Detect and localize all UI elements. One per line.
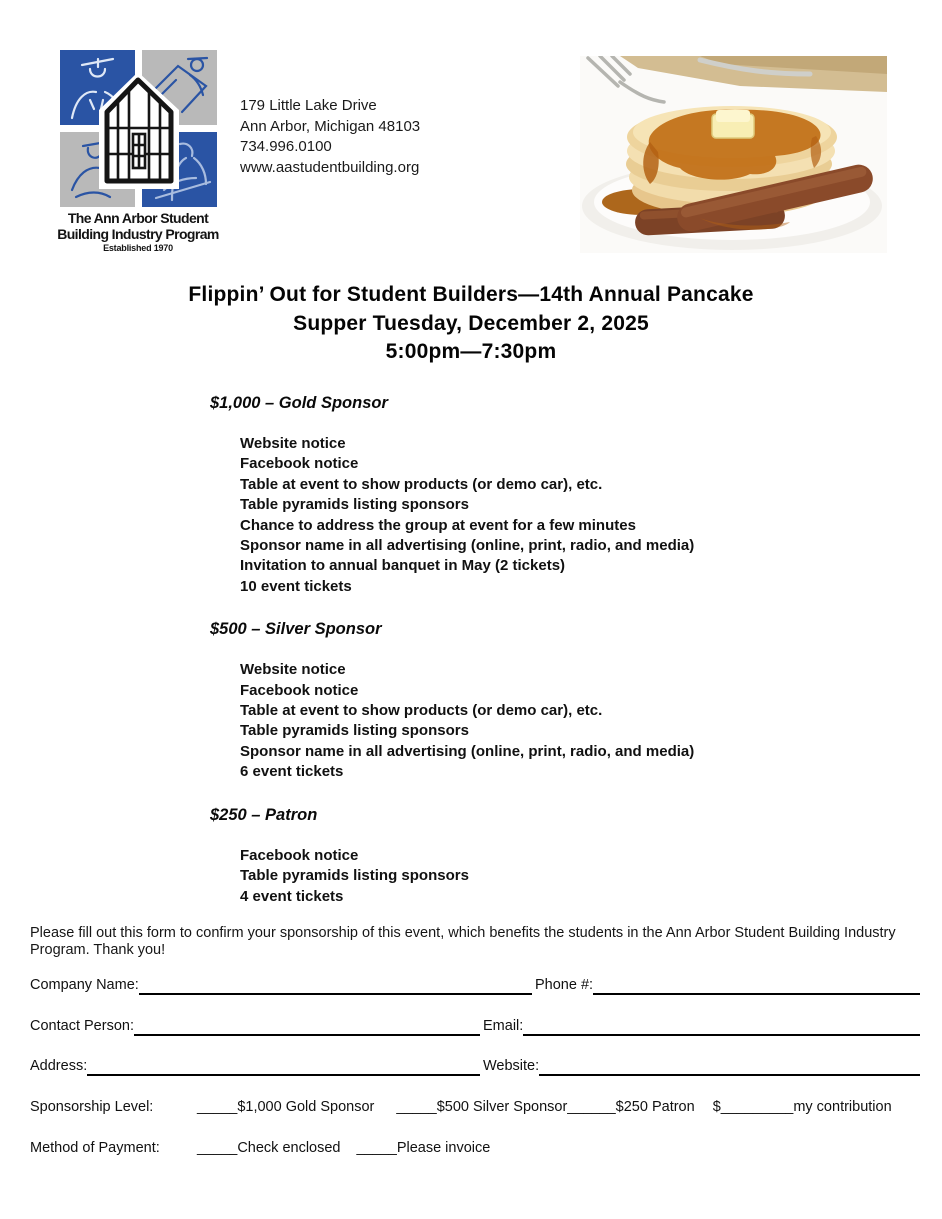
tier-benefit-item: Website notice xyxy=(240,435,346,452)
organization-logo xyxy=(56,50,220,253)
event-title xyxy=(0,281,942,367)
payment-method-label: Method of Payment: xyxy=(30,1140,160,1156)
address-block xyxy=(240,96,420,178)
logo-established-text: Established 1970 xyxy=(103,243,173,253)
website-label: Website: xyxy=(483,1058,540,1074)
payment-method-row xyxy=(30,1139,920,1158)
email-label: Email: xyxy=(483,1018,524,1034)
tier-benefit-item: Invitation to annual banquet in May (2 tickets) xyxy=(240,557,566,575)
company-name-label: Company Name: xyxy=(30,977,139,993)
contact-person-label: Contact Person: xyxy=(30,1018,134,1034)
patron-option[interactable]: ______$250 Patron xyxy=(567,1099,695,1115)
tier-benefit-item: Table pyramids listing sponsors xyxy=(240,496,469,514)
logo-name-line1: The Ann Arbor Student xyxy=(67,210,209,226)
tier-benefit-item: Sponsor name in all advertising (online, print, radio, and media) xyxy=(240,742,695,760)
pancake-photo xyxy=(580,56,887,253)
tier-benefit-item: 4 event tickets xyxy=(240,887,344,905)
company-phone-row xyxy=(30,976,920,995)
silver-tier-benefits xyxy=(240,660,830,782)
sponsorship-level-label: Sponsorship Level: xyxy=(30,1099,154,1115)
gold-tier-benefits xyxy=(240,434,830,597)
tier-benefit-item: Table pyramids listing sponsors xyxy=(240,722,469,740)
address-line: Ann Arbor, Michigan 48103 xyxy=(240,117,421,135)
tier-benefit-item: 6 event tickets xyxy=(240,763,344,781)
phone-label: Phone #: xyxy=(535,977,594,993)
patron-tier-heading: $250 – Patron xyxy=(210,805,318,824)
gold-sponsor-option[interactable]: _____$1,000 Gold Sponsor xyxy=(197,1099,375,1115)
sponsor-tiers xyxy=(210,393,830,929)
form-intro-text: Please fill out this form to confirm your sponsorship of this event, which benefits the students in the Ann Arbor Student Building Industry Program. Thank you! xyxy=(30,925,896,958)
tier-benefit-item: Website notice xyxy=(240,661,346,679)
website-blank[interactable] xyxy=(539,1057,920,1076)
address-line: 179 Little Lake Drive xyxy=(240,97,377,114)
silver-sponsor-option[interactable]: _____$500 Silver Sponsor xyxy=(396,1099,568,1115)
company-name-blank[interactable] xyxy=(139,976,532,995)
event-title-line1: Flippin’ Out for Student Builders—14th Annual Pancake xyxy=(188,283,754,306)
contact-email-row xyxy=(30,1017,920,1036)
contact-person-blank[interactable] xyxy=(134,1017,480,1036)
tier-benefit-item: Table pyramids listing sponsors xyxy=(240,867,469,885)
tier-benefit-item: Facebook notice xyxy=(240,681,359,699)
tier-benefit-item: Table at event to show products (or demo car), etc. xyxy=(240,702,603,720)
event-title-line2: Supper Tuesday, December 2, 2025 xyxy=(293,311,649,335)
please-invoice-option[interactable]: _____Please invoice xyxy=(356,1140,491,1156)
tier-benefit-item: 10 event tickets xyxy=(240,577,352,595)
tier-benefit-item: Facebook notice xyxy=(240,846,359,864)
builder-program-logo-icon xyxy=(60,50,217,207)
pancake-photo-image xyxy=(580,56,887,253)
tier-benefit-item: Table at event to show products (or demo car), etc. xyxy=(240,475,603,493)
address-blank[interactable] xyxy=(87,1057,480,1076)
email-blank[interactable] xyxy=(523,1017,920,1036)
website-url: www.aastudentbuilding.org xyxy=(240,158,420,176)
logo-name-line2: Building Industry Program xyxy=(57,226,219,242)
patron-tier xyxy=(210,805,830,907)
event-title-line3: 5:00pm—7:30pm xyxy=(385,340,557,363)
patron-tier-benefits xyxy=(240,846,830,907)
tier-benefit-item: Chance to address the group at event for a few minutes xyxy=(240,516,636,534)
tier-benefit-item: Facebook notice xyxy=(240,455,359,473)
tier-benefit-item: Sponsor name in all advertising (online, print, radio, and media) xyxy=(240,537,695,555)
silver-tier-heading: $500 – Silver Sponsor xyxy=(210,620,382,639)
phone-number: 734.996.0100 xyxy=(240,138,332,155)
check-enclosed-option[interactable]: _____Check enclosed xyxy=(197,1140,341,1156)
silver-sponsor-tier xyxy=(210,619,830,782)
gold-sponsor-tier xyxy=(210,393,830,597)
address-website-row xyxy=(30,1057,920,1076)
phone-blank[interactable] xyxy=(593,976,920,995)
my-contribution-option[interactable]: $_________my contribution xyxy=(712,1099,892,1115)
sponsorship-level-row xyxy=(30,1098,920,1117)
address-label: Address: xyxy=(30,1058,88,1074)
gold-tier-heading: $1,000 – Gold Sponsor xyxy=(210,394,388,412)
